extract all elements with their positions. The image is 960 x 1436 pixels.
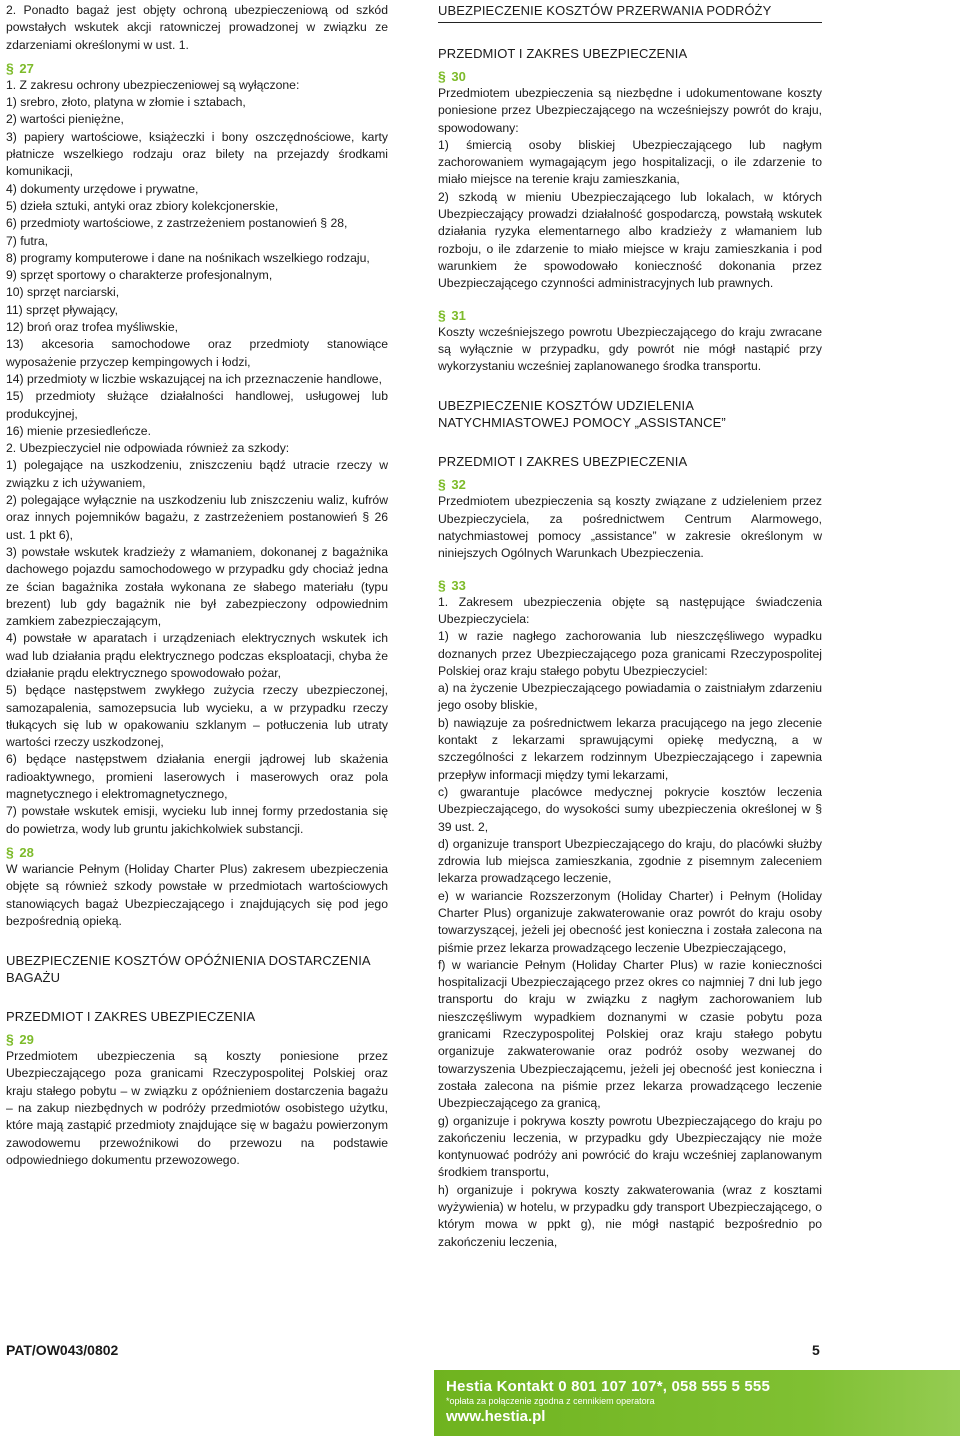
paragraph-30-list [438,85,822,293]
list-item: 4) powstałe w aparatach i urządzeniach elektrycznych wskutek ich wad lub działania prądu elektrycznego podczas eksploatacji, chyba że działanie prądu elektrycznego spowodowało pożar, [6,631,388,680]
paragraph-27-heading: § 27 [6,59,34,76]
list-item: a) na życzenie Ubezpieczającego powiadamia o zaistniałym zdarzeniu jego osoby bliskie, [438,681,822,713]
paragraph-29-heading: § 29 [6,1031,34,1048]
subject-heading: PRZEDMIOT I ZAKRES UBEZPIECZENIA [438,454,688,470]
list-item: 11) sprzęt pływający, [6,302,118,317]
list-item: e) w wariancie Rozszerzonym (Holiday Charter) i Pełnym (Holiday Charter Plus) organizuje zakwaterowanie oraz powrót do kraju osoby towarzyszącej, jeżeli jej obecność jest konieczna i została zalecona na piśmie przez lekarza prowadzącego leczenie Ubezpieczającego, [438,888,822,955]
list-item: 6) będące następstwem działania energii jądrowej lub skażenia radioaktywnego, promieni laserowych i maserowych oraz pola magnetycznego i elektromagnetycznego, [6,752,388,802]
list-item: f) w wariancie Pełnym (Holiday Charter Plus) w razie konieczności hospitalizacji Ubezpieczającego przez okres co najmniej 7 dni lub jego transportu do kraju w związku z nagłym zachorowaniem lub nieszczęśliwym wypadkiem doznanymi w czasie pobytu poza granicami Rzeczypospolitej Polskiej oraz kraju stałego pobytu organizuje zakwaterowanie oraz podróż osoby wezwanej do towarzyszenia Ubezpieczającemu, jeżeli jej obecność jest konieczna i została zalecona na piśmie przez lekarza prowadzącego leczenie Ubezpieczającego za granicą, [438,957,822,1111]
website-link[interactable]: www.hestia.pl [446,1408,546,1425]
right-column [438,2,822,1251]
list-item: 1. Zakresem ubezpieczenia objęte są następujące świadczenia Ubezpieczyciela: [438,594,822,626]
list-item: 5) dzieła sztuki, antyki oraz zbiory kolekcjonerskie, [6,198,279,213]
paragraph-32-heading: § 32 [438,476,466,493]
paragraph-28-text: W wariancie Pełnym (Holiday Charter Plus) zakresem ubezpieczenia objęte są również szkody powstałe w przedmiotach wartościowych stanowiących bagaż Ubezpieczającego i znajdujących się pod jego bezpośrednią opieką. [6,861,388,928]
document-code: PAT/OW043/0802 [6,1342,119,1358]
list-item: 1) polegające na uszkodzeniu, zniszczeniu bądź utracie rzeczy w związku z ich używaniem, [6,458,388,490]
subject-heading: PRZEDMIOT I ZAKRES UBEZPIECZENIA [6,1009,256,1025]
list-item: 7) powstałe wskutek emisji, wycieku lub innej formy przedostania się do powietrza, wody lub gruntu jakichkolwiek substancji. [6,804,388,836]
paragraph-31-heading: § 31 [438,306,466,323]
contact-phone: Hestia Kontakt 0 801 107 107*, 058 555 5 555 [446,1378,771,1395]
section-sign: § [438,68,446,84]
list-item: 8) programy komputerowe i dane na nośnikach wszelkiego rodzaju, [6,250,370,265]
paragraph-33-heading: § 33 [438,576,466,593]
paragraph-28-heading: § 28 [6,843,34,860]
section-sign: § [438,576,446,593]
paragraph-30-heading: § 30 [438,68,466,84]
section-sign: § [6,1031,14,1048]
list-item: 2) szkodą w mieniu Ubezpieczającego lub lokalach, w których Ubezpieczający prowadzi działalność gospodarczą, powstałą wskutek działania ryzyka elementarnego albo kradzieży z włamaniem lub rozboju, o ile zdarzenie to miało miejsce w kraju zamieszkania i pod warunkiem że spowodowało konieczność dokonania przez Ubezpieczającego czynności administracyjnych lub prawnych. [438,189,822,291]
list-item: 4) dokumenty urzędowe i prywatne, [6,181,199,196]
paragraph-33-list [438,594,822,1251]
page-number: 5 [812,1342,820,1358]
list-item: 3) powstałe wskutek kradzieży z włamaniem, dokonanej z bagażnika dachowego pojazdu samochodowego w przypadku gdy chociaż jedna ze ścian bagażnika została wykonana ze słabego materiału (typu brezent) lub gdy bagażnik nie był zabezpieczony odpowiednim zamkiem zabezpieczającym, [6,544,388,629]
list-item: h) organizuje i pokrywa koszty zakwaterowania (wraz z kosztami wyżywienia) w hotelu, w przypadku gdy transport Ubezpieczającego, o którym mowa w ppkt g), nie mógł nastąpić bezpośrednio po zakończeniu leczenia, [438,1182,822,1249]
paragraph-32-text: Przedmiotem ubezpieczenia są koszty związane z udzieleniem przez Ubezpieczyciela, za pośrednictwem Centrum Alarmowego, natychmiastowej pomocy „assistance” w zakresie określonym w niniejszych Ogólnych Warunkach Ubezpieczenia. [438,494,822,561]
list-item: 10) sprzęt narciarski, [6,285,120,300]
list-item: 1. Z zakresu ochrony ubezpieczeniowej są wyłączone: [6,77,300,92]
section-heading-trip-interruption: UBEZPIECZENIE KOSZTÓW PRZERWANIA PODRÓŻY [438,2,822,23]
intro-paragraph: 2. Ponadto bagaż jest objęty ochroną ubezpieczeniową od szkód powstałych wskutek akcji ratowniczej prowadzonej w związku ze zdarzeniami określonymi w ust. 1. [6,3,388,52]
list-item: 2) polegające wyłącznie na uszkodzeniu lub zniszczeniu waliz, kufrów oraz innych pojemników bagażu, z zastrzeżeniem postanowień § 26 ust. 1 pkt 6), [6,493,388,542]
list-item: 1) w razie nagłego zachorowania lub nieszczęśliwego wypadku doznanych przez Ubezpieczającego poza granicami Rzeczypospolitej Polskiej oraz kraju stałego pobytu Ubezpieczyciel: [438,629,822,678]
list-item: 3) papiery wartościowe, książeczki i bony oszczędnościowe, karty płatnicze wszelkiego rodzaju oraz bilety na przejazdy środkami komunikacji, [6,129,388,179]
list-item: 2. Ubezpieczyciel nie odpowiada również za szkody: [6,441,290,456]
list-item: 7) futra, [6,233,48,248]
section-sign: § [438,306,446,323]
list-item: 12) broń oraz trofea myśliwskie, [6,320,179,335]
list-item: 6) przedmioty wartościowe, z zastrzeżeniem postanowień § 28, [6,216,348,231]
contact-note: *opłata za połączenie zgodna z cennikiem operatora [446,1396,655,1406]
section-heading-baggage-delay: UBEZPIECZENIE KOSZTÓW OPÓŹNIENIA DOSTARCZENIA BAGAŻU [6,953,370,986]
list-item: 16) mienie przesiedleńcze. [6,423,151,438]
list-item: 13) akcesoria samochodowe oraz przedmioty stanowiące wyposażenie przyczep kempingowych i łodzi, [6,337,388,369]
list-item: 1) srebro, złoto, platyna w złomie i sztabach, [6,95,246,110]
list-item: 9) sprzęt sportowy o charakterze profesjonalnym, [6,268,273,283]
list-item: b) nawiązuje za pośrednictwem lekarza pracującego na jego zlecenie kontakt z lekarzami sprawującymi opiekę medyczną, a w szczególności z lekarzem rodzinnym Ubezpieczającego i zapewnia przepływ informacji między tymi lekarzami, [438,715,822,782]
list-item: d) organizuje transport Ubezpieczającego do kraju, do placówki służby zdrowia lub miejsca zamieszkania, zgodnie z pisemnym zaleceniem lekarza prowadzącego leczenie, [438,836,822,886]
list-item: 1) śmiercią osoby bliskiej Ubezpieczającego lub nagłym zachorowaniem wymagającym jego hospitalizacji, o ile zdarzenie to miało miejsce na terenie kraju zamieszkania, [438,137,822,187]
section-sign: § [6,843,14,860]
list-item: c) gwarantuje placówce medycznej pokrycie kosztów leczenia Ubezpieczającego, do wysokości sumy ubezpieczenia określonej w § 39 ust. 2, [438,784,822,834]
contact-banner [434,1370,960,1436]
list-item: 5) będące następstwem zwykłego zużycia rzeczy ubezpieczonej, samozapalenia, samozepsucia lub wycieku, a w przypadku rzeczy tłukących się lub w opakowaniu szklanym – potłuczenia lub utraty wartości rzeczy uszkodzonej, [6,683,388,750]
paragraph-31-text: Koszty wcześniejszego powrotu Ubezpieczającego do kraju zwracane są wyłącznie w przypadku, gdy powrót nie mógł nastąpić przy wykorzystaniu wcześniej zaplanowanego środka transportu. [438,324,822,374]
section-sign: § [6,59,14,76]
paragraph-27-list [6,77,388,838]
list-item: 14) przedmioty w liczbie wskazującej na ich przeznaczenie handlowe, [6,371,382,386]
list-item: Przedmiotem ubezpieczenia są niezbędne i udokumentowane koszty poniesione przez Ubezpieczającego na wcześniejszy powrót do kraju, spowodowany: [438,86,822,135]
list-item: 15) przedmioty służące działalności handlowej, usługowej lub produkcyjnej, [6,389,388,421]
section-heading-assistance: UBEZPIECZENIE KOSZTÓW UDZIELENIA NATYCHMIASTOWEJ POMOCY „ASSISTANCE” [438,398,726,431]
left-column [6,2,388,1169]
subject-heading: PRZEDMIOT I ZAKRES UBEZPIECZENIA [438,46,688,61]
list-item: g) organizuje i pokrywa koszty powrotu Ubezpieczającego do kraju po zakończeniu leczenia, w przypadku gdy Ubezpieczający nie może kontynuować podróży ani powrócić do kraju wcześniej zaplanowanym środkiem transportu, [438,1113,822,1180]
paragraph-29-text: Przedmiotem ubezpieczenia są koszty poniesione przez Ubezpieczającego poza granicami Rzeczypospolitej Polskiej oraz kraju stałego pobytu – w związku z opóźnieniem dostarczenia bagażu – na zakup niezbędnych w podróży przedmiotów osobistego użytku, które mają zastąpić przedmioty znajdujące się w bagażu powierzonym zawodowemu przewoźnikowi do przewozu na podstawie odpowiedniego dokumentu przewozowego. [6,1049,388,1167]
section-sign: § [438,476,446,493]
list-item: 2) wartości pieniężne, [6,112,124,127]
